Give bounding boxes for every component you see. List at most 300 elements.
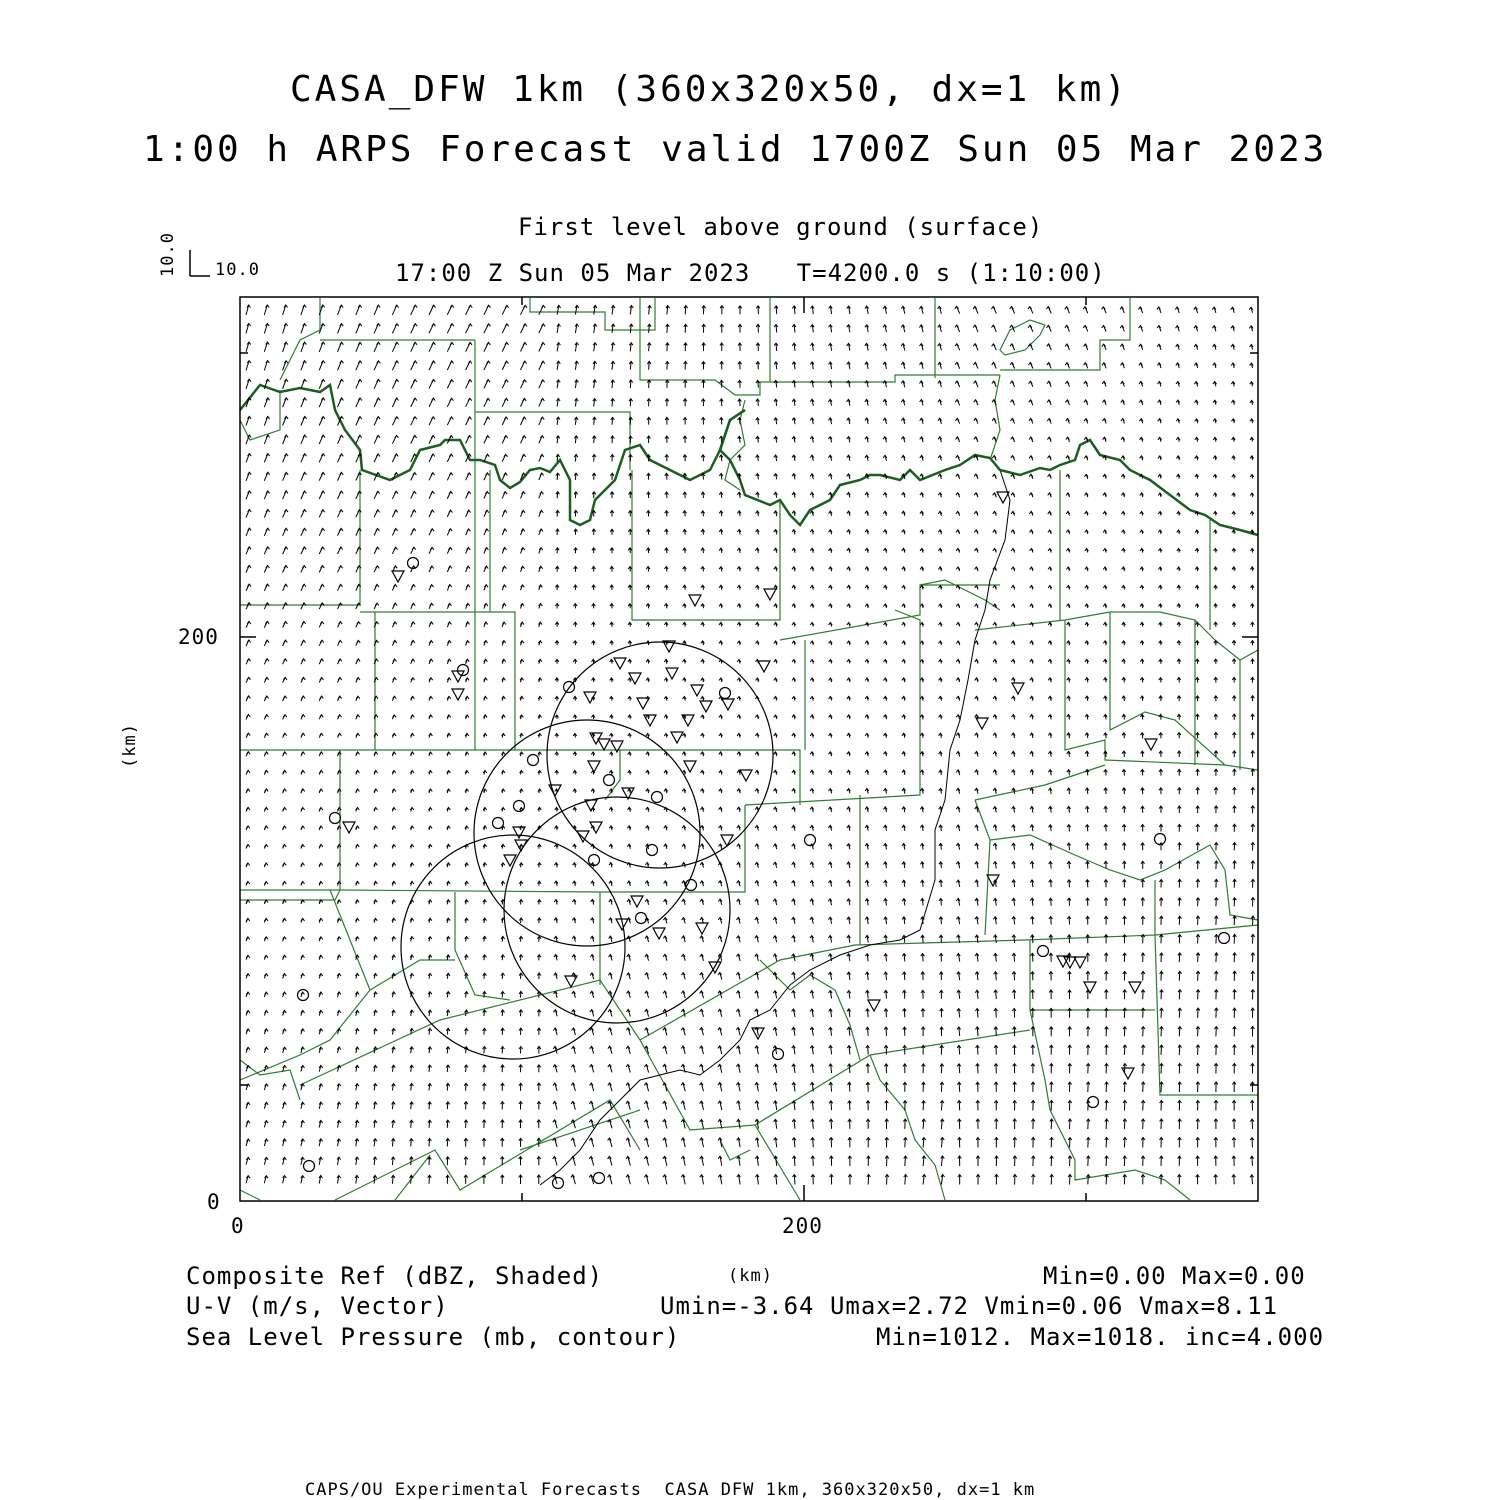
wind-vector-head <box>1029 400 1033 403</box>
wind-vector-head <box>1046 307 1050 310</box>
footer-credit: CAPS/OU Experimental Forecasts CASA DFW 1km, 360x320x50, dx=1 km <box>305 1480 1036 1500</box>
wind-vector-head <box>413 361 417 364</box>
station-triangle <box>1012 683 1024 694</box>
wind-vector-head <box>522 454 526 457</box>
wind-vector-head <box>340 472 344 475</box>
wind-vector-head <box>284 640 288 643</box>
wind-vector-head <box>339 622 343 625</box>
wind-vector-head <box>320 659 324 662</box>
wind-vector-head <box>377 398 381 401</box>
wind-vector-head <box>973 344 977 347</box>
wind-vector-head <box>377 417 381 420</box>
wind-vector-head <box>992 344 996 347</box>
wind-vector-head <box>395 361 399 364</box>
station-triangle <box>452 689 464 700</box>
wind-vector-head <box>284 547 288 550</box>
wind-vector-head <box>395 379 399 382</box>
wind-vector-head <box>505 380 509 383</box>
wind-vector-head <box>505 324 509 327</box>
wind-vector-head <box>413 342 417 345</box>
wind-vector-head <box>340 398 344 401</box>
wind-vector-head <box>320 678 324 681</box>
wind-vector-head <box>246 826 250 829</box>
wind-vector-head <box>338 640 342 643</box>
wind-vector-head <box>302 677 306 680</box>
wind-vector-head <box>1011 437 1015 440</box>
wind-vector-head <box>302 640 306 643</box>
wind-vector-head <box>541 398 545 401</box>
wind-vector-head <box>1047 400 1051 403</box>
wind-vector-head <box>448 566 452 569</box>
wind-vector-head <box>283 677 287 680</box>
wind-vector-head <box>284 510 288 512</box>
wind-vector-head <box>395 417 399 420</box>
station-triangle <box>764 589 776 600</box>
wind-vector-head <box>450 417 454 420</box>
wind-vector <box>1124 1045 1125 1055</box>
wind-vector-head <box>320 752 324 755</box>
wind-vector-head <box>467 510 471 512</box>
wind-vector-head <box>265 789 269 792</box>
wind-vector-head <box>357 622 361 625</box>
contour-ring-4 <box>547 642 773 868</box>
wind-vector-head <box>1028 307 1032 310</box>
wind-vector-head <box>358 342 362 345</box>
wind-vector-head <box>448 585 452 588</box>
wind-vector-head <box>412 603 416 606</box>
station-circle <box>304 1161 315 1172</box>
wind-vector-head <box>320 622 324 625</box>
x-axis-label: (km) <box>728 1266 773 1286</box>
wind-vector-head <box>973 325 977 328</box>
wind-vector-head <box>356 789 360 792</box>
wind-vector-head <box>449 547 453 550</box>
wind-vector-head <box>413 398 417 401</box>
wind-vector-head <box>338 715 342 718</box>
station-triangle <box>666 668 678 679</box>
wind-vector-head <box>376 435 380 438</box>
wind-vector-head <box>414 324 418 327</box>
wind-vector-head <box>991 307 995 310</box>
wind-vector-head <box>411 622 415 625</box>
wind-vector-head <box>486 417 490 420</box>
wind-vector-head <box>339 584 343 587</box>
wind-vector-head <box>449 473 453 476</box>
wind-vector-head <box>246 918 250 921</box>
wind-vector-head <box>955 400 959 403</box>
wind-vector-head <box>486 380 490 383</box>
wind-vector-head <box>393 678 397 681</box>
y-tick-0: 0 <box>207 1190 221 1214</box>
wind-vector-head <box>541 417 545 420</box>
wind-vector-head <box>394 585 398 588</box>
wind-vector-head <box>974 437 978 440</box>
wind-vector-head <box>303 510 307 512</box>
wind-vector-head <box>487 324 491 327</box>
wind-vector-head <box>377 342 381 345</box>
wind-vector-head <box>974 400 978 403</box>
wind-vector-head <box>301 770 305 773</box>
wind-vector-head <box>992 362 996 365</box>
wind-vector-head <box>356 752 360 755</box>
station-triangle <box>682 715 694 726</box>
wind-vector-head <box>467 473 471 476</box>
station-triangle <box>696 923 708 934</box>
wind-vector-head <box>956 511 960 514</box>
wind-vector-head <box>431 473 435 476</box>
wind-vector-head <box>523 398 527 401</box>
wind-vector-head <box>283 826 287 829</box>
wind-vector-head <box>432 342 436 345</box>
wind-vector-head <box>266 528 270 531</box>
station-circle <box>564 682 575 693</box>
wind-vector-head <box>340 491 344 494</box>
wind-vector-head <box>265 770 269 773</box>
wind-vector-head <box>320 733 324 736</box>
wind-vector-head <box>450 305 454 308</box>
wind-vector-head <box>450 380 454 383</box>
wind-vector-head <box>523 417 527 420</box>
wind-vector-head <box>303 528 307 531</box>
wind-vector-head <box>1065 325 1069 328</box>
wind-vector-head <box>303 547 307 550</box>
vector-key-arrows <box>190 250 210 276</box>
wind-vector-head <box>376 491 380 494</box>
wind-vector-head <box>505 305 509 308</box>
wind-vector-head <box>505 361 509 364</box>
station-triangle <box>653 928 665 939</box>
wind-vector-head <box>395 342 399 345</box>
wind-vector-head <box>486 398 490 401</box>
station-triangle <box>689 595 701 606</box>
wind-vector-head <box>413 435 417 438</box>
wind-vector-head <box>431 435 435 438</box>
wind-vector-head <box>429 641 433 644</box>
wind-vector-head <box>375 603 379 606</box>
wind-vector-head <box>505 398 509 401</box>
wind-vector <box>1161 1082 1162 1092</box>
station-triangle <box>392 571 404 582</box>
wind-vector-head <box>321 584 325 587</box>
wind-vector-head <box>411 640 415 643</box>
wind-vector-head <box>992 437 996 440</box>
wind-vector-head <box>956 474 960 477</box>
wind-vector-head <box>356 678 360 681</box>
wind-vector-head <box>321 510 325 513</box>
wind-vector-head <box>469 305 473 308</box>
station-circle <box>1038 946 1049 957</box>
station-circle <box>330 813 341 824</box>
legend-pressure-label: Sea Level Pressure (mb, contour) <box>186 1323 681 1351</box>
wind-vector-head <box>339 510 343 513</box>
wind-vector-head <box>319 789 323 792</box>
wind-vector-head <box>413 473 417 476</box>
wind-vector-head <box>1029 381 1033 384</box>
wind-vector-head <box>523 380 527 383</box>
station-circle <box>594 1173 605 1184</box>
wind-vector-head <box>356 715 360 718</box>
wind-vector-head <box>264 863 268 866</box>
wind-vector-head <box>542 305 546 308</box>
wind-vector-head <box>1010 307 1014 310</box>
wind-vector-head <box>284 659 288 662</box>
wind-vector-head <box>321 491 325 494</box>
wind-vector-head <box>302 696 306 699</box>
wind-vector-head <box>301 715 305 718</box>
wind-vector-head <box>1028 325 1032 328</box>
level-label: First level above ground (surface) <box>518 213 1044 241</box>
wind-vector-head <box>377 305 381 308</box>
wind-vector-head <box>429 659 433 662</box>
wind-vector-head <box>450 398 454 401</box>
wind-vector-head <box>522 473 526 476</box>
wind-vector-head <box>247 621 251 624</box>
wind-vector-head <box>246 770 250 773</box>
vector-key-v: 10.0 <box>158 232 178 277</box>
wind-vector-head <box>395 398 399 401</box>
wind-vector-head <box>412 585 416 588</box>
wind-vector-head <box>395 473 399 476</box>
wind-vector-head <box>412 510 416 513</box>
wind-vector-head <box>394 491 398 494</box>
wind-vector-head <box>376 454 380 457</box>
wind-vector-head <box>431 529 435 532</box>
station-circle <box>528 755 539 766</box>
station-triangle <box>1122 1068 1134 1079</box>
station-triangle <box>691 685 703 696</box>
station-triangle <box>758 661 770 672</box>
station-circle <box>636 913 647 924</box>
wind-vector-head <box>540 454 544 457</box>
station-triangle <box>709 962 721 973</box>
wind-vector-head <box>393 640 397 643</box>
wind-vector-head <box>394 566 398 569</box>
wind-vector-head <box>485 492 489 495</box>
wind-vector-head <box>467 547 471 550</box>
wind-vector-head <box>284 491 288 494</box>
wind-vector-head <box>432 380 436 383</box>
wind-vector-head <box>283 770 287 773</box>
wind-vector <box>1179 1027 1180 1037</box>
wind-vector-head <box>1011 456 1015 459</box>
wind-vector-head <box>357 659 361 662</box>
wind-vector-head <box>266 510 270 513</box>
wind-vector-head <box>339 528 343 531</box>
wind-vector <box>1198 1008 1199 1018</box>
station-triangle <box>722 699 734 710</box>
wind-vector-head <box>485 548 489 551</box>
wind-vector-head <box>302 622 306 625</box>
wind-vector-head <box>302 584 306 587</box>
wind-vector-head <box>955 418 959 421</box>
time-label: 17:00 Z Sun 05 Mar 2023 T=4200.0 s (1:10:00) <box>395 259 1106 287</box>
wind-vector-head <box>321 454 325 457</box>
wind-vector-head <box>393 603 397 606</box>
station-triangle <box>1057 956 1069 967</box>
wind-vector-head <box>955 381 959 384</box>
wind-vector-head <box>973 362 977 365</box>
wind-vector-head <box>283 863 287 866</box>
wind-vector-head <box>992 456 996 459</box>
x-tick-0: 0 <box>231 1214 245 1238</box>
wind-vector-head <box>358 417 362 420</box>
station-triangle <box>700 701 712 712</box>
wind-vector-head <box>265 826 269 829</box>
wind-vector-head <box>431 417 435 420</box>
legend-reflectivity-stats: Min=0.00 Max=0.00 <box>1043 1262 1306 1290</box>
wind-vector-head <box>265 696 269 699</box>
wind-vector-head <box>413 380 417 383</box>
y-axis-label: (km) <box>120 723 140 768</box>
wind-vector-head <box>377 324 381 327</box>
river-line <box>540 470 1010 1185</box>
wind-vector-head <box>449 510 453 512</box>
station-triangle <box>598 739 610 750</box>
wind-vector-head <box>301 863 305 866</box>
station-triangle <box>868 1000 880 1011</box>
wind-vector-head <box>319 808 323 811</box>
wind-vector-head <box>303 491 307 494</box>
station-circle <box>805 835 816 846</box>
wind-vector-head <box>992 381 996 384</box>
wind-vector-head <box>358 435 362 438</box>
wind-vector-head <box>412 529 416 532</box>
wind-vector-head <box>1011 418 1015 421</box>
wind-vector-head <box>264 918 268 921</box>
wind-vector-head <box>523 361 527 364</box>
wind-vector-head <box>301 752 305 755</box>
wind-vector-head <box>247 640 251 643</box>
wind-vector <box>1143 1027 1144 1037</box>
legend-wind-label: U-V (m/s, Vector) <box>186 1292 449 1320</box>
wind-vector-head <box>450 342 454 345</box>
wind-vector-head <box>412 547 416 550</box>
wind-vector-head <box>974 381 978 384</box>
wind-vector-head <box>450 324 454 327</box>
wind-vector-head <box>395 454 399 457</box>
wind-vector-head <box>487 305 491 308</box>
wind-vector-head <box>394 547 398 550</box>
wind-vector-head <box>356 696 360 699</box>
wind-vector-head <box>430 585 434 588</box>
station-triangle <box>1084 982 1096 993</box>
wind-vector <box>1161 1027 1162 1037</box>
wind-vector-head <box>395 305 399 308</box>
wind-vector-head <box>321 417 325 420</box>
wind-vector-head <box>449 491 453 494</box>
wind-vector-head <box>377 361 381 364</box>
wind-vector-head <box>301 789 305 792</box>
legend-pressure-stats: Min=1012. Max=1018. inc=4.000 <box>876 1323 1325 1351</box>
wind-vector-head <box>523 324 527 327</box>
wind-vector <box>1106 1082 1107 1092</box>
wind-vector-head <box>246 955 250 958</box>
station-circle <box>652 792 663 803</box>
wind-vector-head <box>974 418 978 421</box>
wind-vector-head <box>956 530 960 533</box>
wind-vector-head <box>395 324 399 327</box>
wind-vector-head <box>265 733 269 736</box>
vector-key-u: 10.0 <box>215 260 260 280</box>
wind-vector-head <box>486 436 490 439</box>
wind-vector-head <box>265 715 269 718</box>
station-triangle <box>343 822 355 833</box>
wind-vector-head <box>431 454 435 457</box>
wind-vector-head <box>320 715 324 718</box>
station-triangle <box>629 673 641 684</box>
station-triangle <box>637 698 649 709</box>
station-triangle <box>513 827 525 838</box>
wind-vector-head <box>468 380 472 383</box>
station-triangle <box>1129 982 1141 993</box>
wind-vector-head <box>319 845 323 848</box>
wind-vector-head <box>338 696 342 699</box>
wind-vector-head <box>956 437 960 440</box>
wind-vector-head <box>430 566 434 569</box>
wind-vector-head <box>319 770 323 773</box>
station-circle <box>604 775 615 786</box>
wind-vector-head <box>468 342 472 345</box>
wind-vector-head <box>432 324 436 327</box>
wind-vector-head <box>542 324 546 327</box>
wind-vector-head <box>285 472 289 475</box>
wind-vector-head <box>432 398 436 401</box>
wind-vector-head <box>1010 325 1014 328</box>
station-triangle <box>588 761 600 772</box>
wind-vector-head <box>522 436 526 439</box>
wind-vector-head <box>394 510 398 513</box>
wind-vector-head <box>340 417 344 420</box>
wind-vector-head <box>432 361 436 364</box>
station-triangle <box>631 896 643 907</box>
wind-vector-head <box>992 325 996 328</box>
station-triangle <box>740 770 752 781</box>
wind-vector-head <box>283 733 287 736</box>
wind-vector-head <box>431 491 435 494</box>
wind-vector-head <box>301 733 305 736</box>
wind-vector-field <box>246 305 1255 1185</box>
wind-vector-head <box>393 659 397 662</box>
wind-vector-head <box>319 826 323 829</box>
wind-vector-head <box>358 361 362 364</box>
wind-vector-head <box>467 492 471 495</box>
wind-vector-head <box>1047 363 1051 366</box>
station-triangle <box>1074 957 1086 968</box>
wind-vector-head <box>432 305 436 308</box>
wind-vector <box>1161 1045 1162 1055</box>
wind-vector-head <box>340 454 344 457</box>
wind-vector-head <box>449 454 453 457</box>
wind-vector-head <box>450 436 454 439</box>
station-circle <box>1155 834 1166 845</box>
wind-vector-head <box>339 547 343 550</box>
wind-vector <box>1179 1045 1180 1055</box>
wind-vector-head <box>430 622 434 625</box>
wind-vector-head <box>449 529 453 532</box>
wind-vector-head <box>358 398 362 401</box>
wind-vector-head <box>411 678 415 681</box>
wind-vector-head <box>485 510 489 513</box>
wind-vector-head <box>1010 400 1014 403</box>
wind-vector-head <box>320 696 324 699</box>
wind-vector-head <box>321 528 325 531</box>
station-triangle <box>614 658 626 669</box>
station-circle <box>773 1049 784 1060</box>
wind-vector-head <box>303 454 307 457</box>
wind-vector-head <box>338 733 342 736</box>
wind-vector-head <box>264 845 268 848</box>
wind-vector-head <box>301 845 305 848</box>
